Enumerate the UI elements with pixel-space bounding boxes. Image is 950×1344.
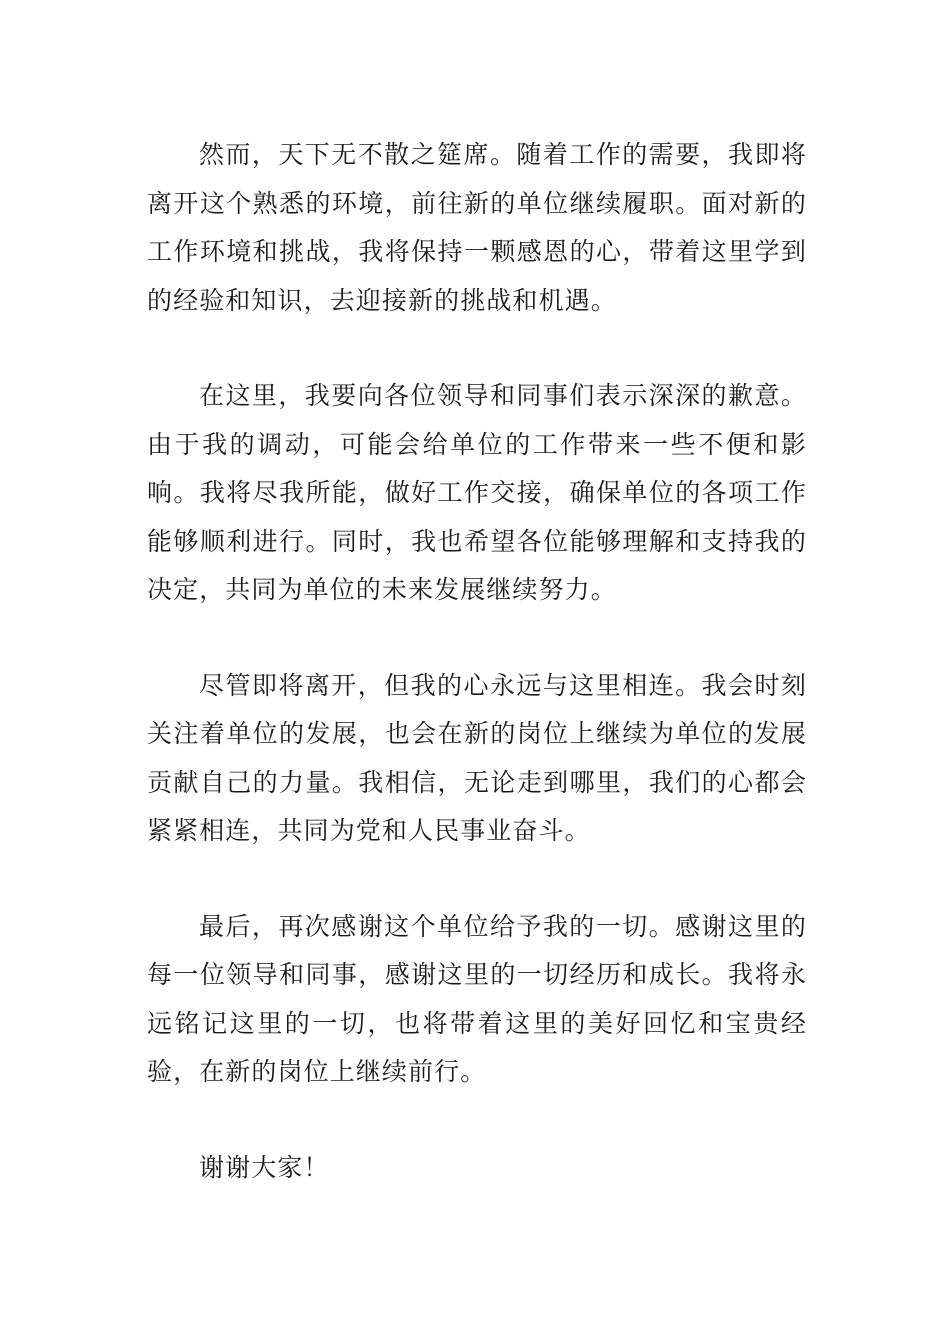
- paragraph-3: 尽管即将离开，但我的心永远与这里相连。我会时刻关注着单位的发展，也会在新的岗位上继续为单位的发展贡献自己的力量。我相信，无论走到哪里，我们的心都会紧紧相连，共同为党和人民事业奋斗。: [147, 670, 807, 845]
- document-body: [147, 131, 807, 1192]
- paragraph-4: 最后，再次感谢这个单位给予我的一切。感谢这里的每一位领导和同事，感谢这里的一切经历和成长。我将永远铭记这里的一切，也将带着这里的美好回忆和宝贵经验，在新的岗位上继续前行。: [147, 911, 807, 1086]
- paragraph-1: 然而，天下无不散之筵席。随着工作的需要，我即将离开这个熟悉的环境，前往新的单位继续履职。面对新的工作环境和挑战，我将保持一颗感恩的心，带着这里学到的经验和知识，去迎接新的挑战和机遇。: [147, 140, 807, 315]
- paragraph-2: 在这里，我要向各位领导和同事们表示深深的歉意。由于我的调动，可能会给单位的工作带来一些不便和影响。我将尽我所能，做好工作交接，确保单位的各项工作能够顺利进行。同时，我也希望各位能够理解和支持我的决定，共同为单位的未来发展继续努力。: [147, 381, 807, 604]
- closing-thanks: 谢谢大家！: [199, 1152, 330, 1182]
